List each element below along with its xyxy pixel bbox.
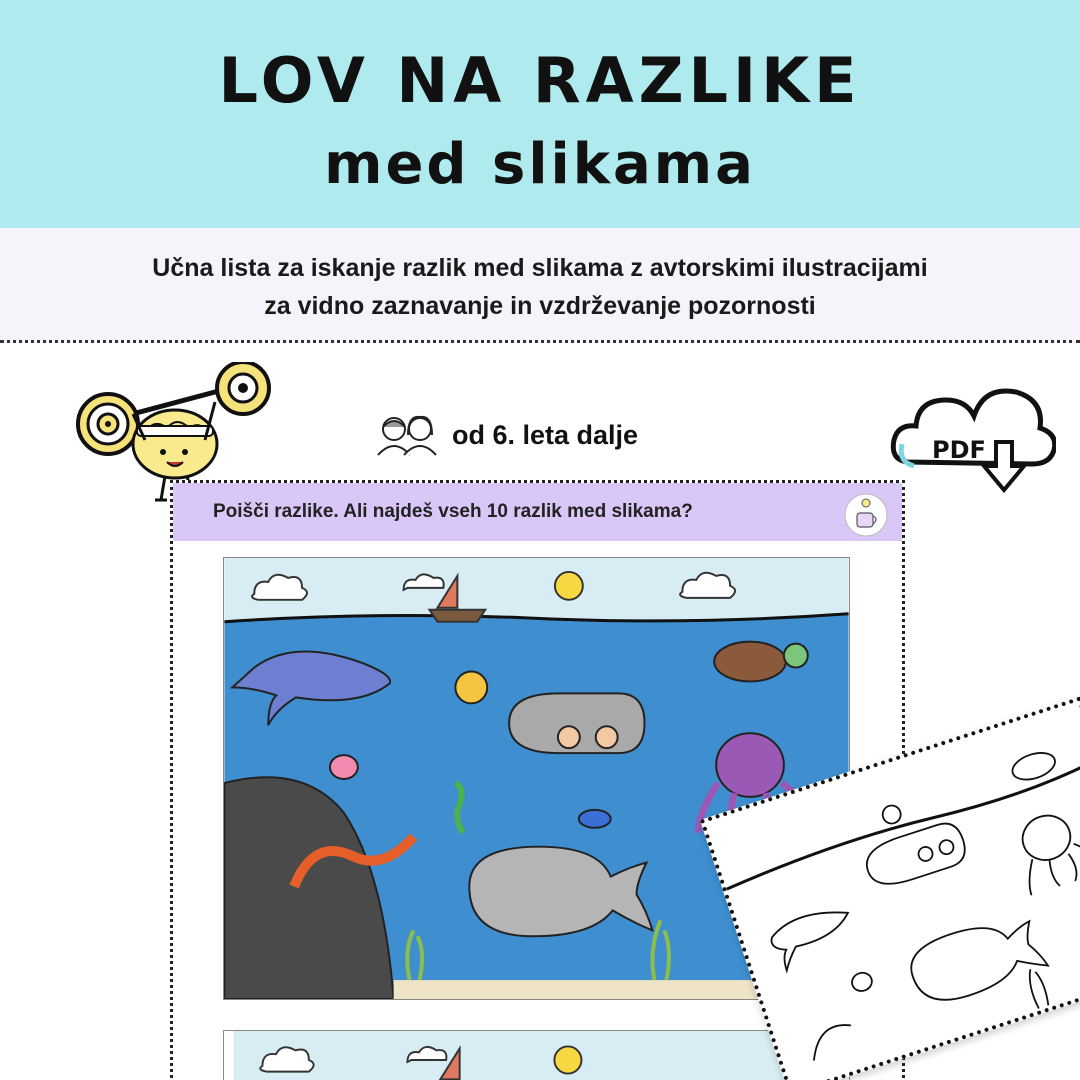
description-line-2: za vidno zaznavanje in vzdrževanje pozornosti	[264, 292, 816, 320]
header-banner	[0, 0, 1080, 228]
cloud-download-icon	[888, 382, 1056, 498]
second-scene-illustration	[223, 1030, 850, 1080]
children-icon	[372, 413, 442, 457]
instruction-text: Poišči razlike. Ali najdeš vseh 10 razlik med slikama?	[213, 501, 693, 522]
pdf-label: PDF	[932, 436, 986, 464]
age-range	[372, 410, 638, 460]
age-label: od 6. leta dalje	[452, 419, 639, 450]
description-band	[0, 228, 1080, 343]
instruction-bar	[173, 483, 902, 541]
page-title: LOV NA RAZLIKE	[218, 44, 862, 117]
skodelica-logo-icon	[841, 487, 891, 543]
page-subtitle-title: med slikama	[324, 132, 756, 197]
description-line-1: Učna lista za iskanje razlik med slikama z avtorskimi ilustracijami	[152, 254, 928, 282]
